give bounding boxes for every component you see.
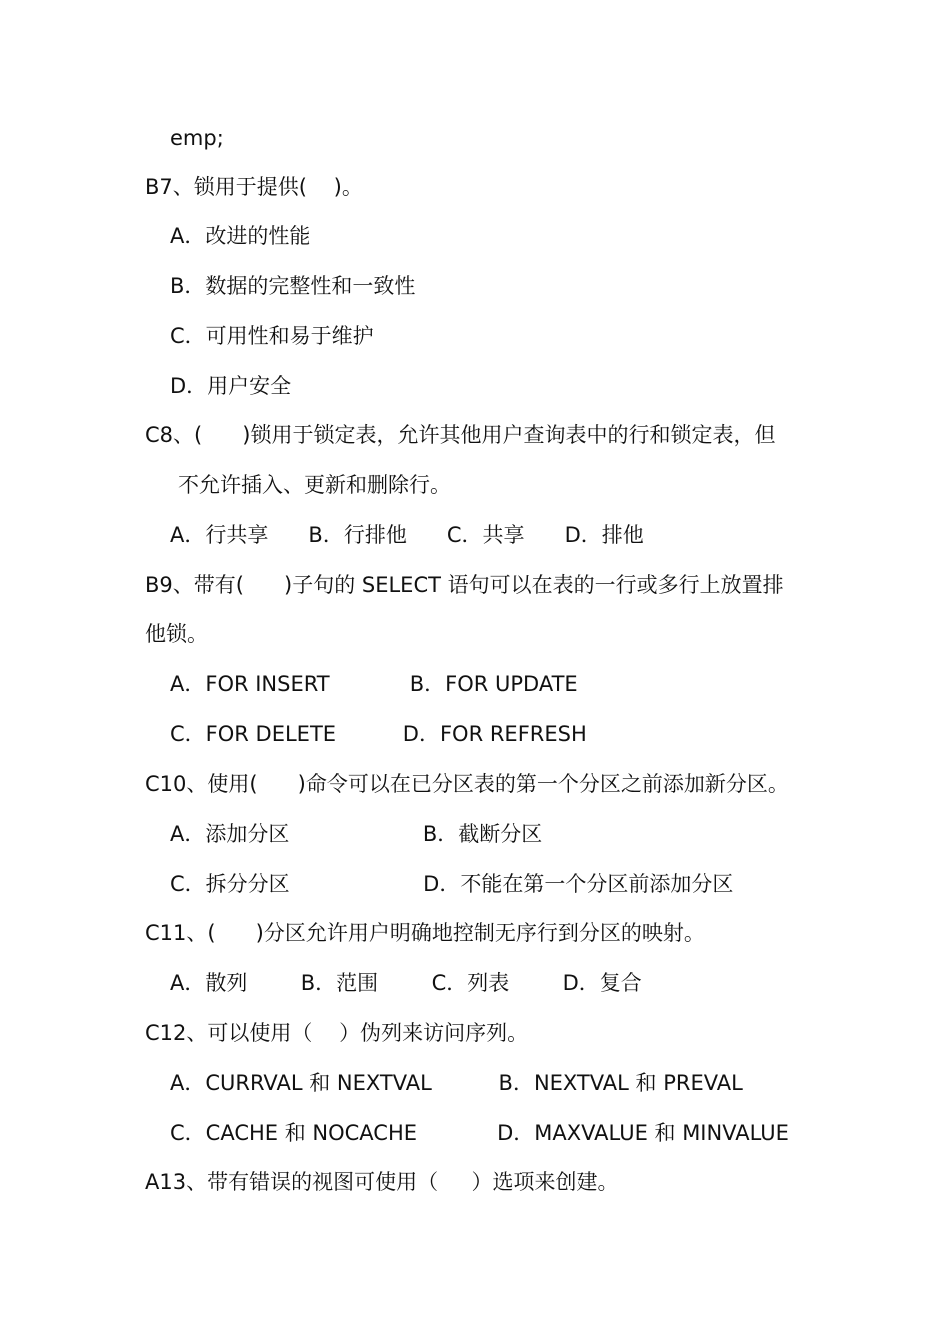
options-c10-ab: A．添加分区 B．截断分区 (170, 822, 543, 846)
options-c11: A．散列 B．范围 C．列表 D．复合 (170, 971, 642, 995)
option-b7-d: D．用户安全 (170, 374, 292, 398)
option-b7-c: C．可用性和易于维护 (170, 324, 374, 348)
question-b7: B7、锁用于提供( )。 (145, 175, 363, 199)
text-line-emp: emp; (170, 126, 224, 150)
option-b7-b: B．数据的完整性和一致性 (170, 274, 416, 298)
options-b9-cd: C．FOR DELETE D．FOR REFRESH (170, 722, 587, 746)
options-c12-ab: A．CURRVAL 和 NEXTVAL B．NEXTVAL 和 PREVAL (170, 1071, 743, 1095)
question-b9: B9、带有( )子句的 SELECT 语句可以在表的一行或多行上放置排 (145, 573, 784, 597)
question-a13: A13、带有错误的视图可使用（ ）选项来创建。 (145, 1170, 619, 1194)
question-c10: C10、使用( )命令可以在已分区表的第一个分区之前添加新分区。 (145, 772, 789, 796)
options-b9-ab: A．FOR INSERT B．FOR UPDATE (170, 672, 578, 696)
options-c12-cd: C．CACHE 和 NOCACHE D．MAXVALUE 和 MINVALUE (170, 1121, 789, 1145)
question-c11: C11、( )分区允许用户明确地控制无序行到分区的映射。 (145, 921, 705, 945)
question-c8-cont: 不允许插入、更新和删除行。 (178, 473, 451, 497)
options-c10-cd: C．拆分分区 D．不能在第一个分区前添加分区 (170, 872, 734, 896)
option-b7-a: A．改进的性能 (170, 224, 311, 248)
question-b9-cont: 他锁。 (145, 622, 208, 646)
options-c8: A．行共享 B．行排他 C．共享 D．排他 (170, 523, 644, 547)
question-c12: C12、可以使用（ ）伪列来访问序列。 (145, 1021, 529, 1045)
question-c8: C8、( )锁用于锁定表，允许其他用户查询表中的行和锁定表，但 (145, 423, 776, 447)
